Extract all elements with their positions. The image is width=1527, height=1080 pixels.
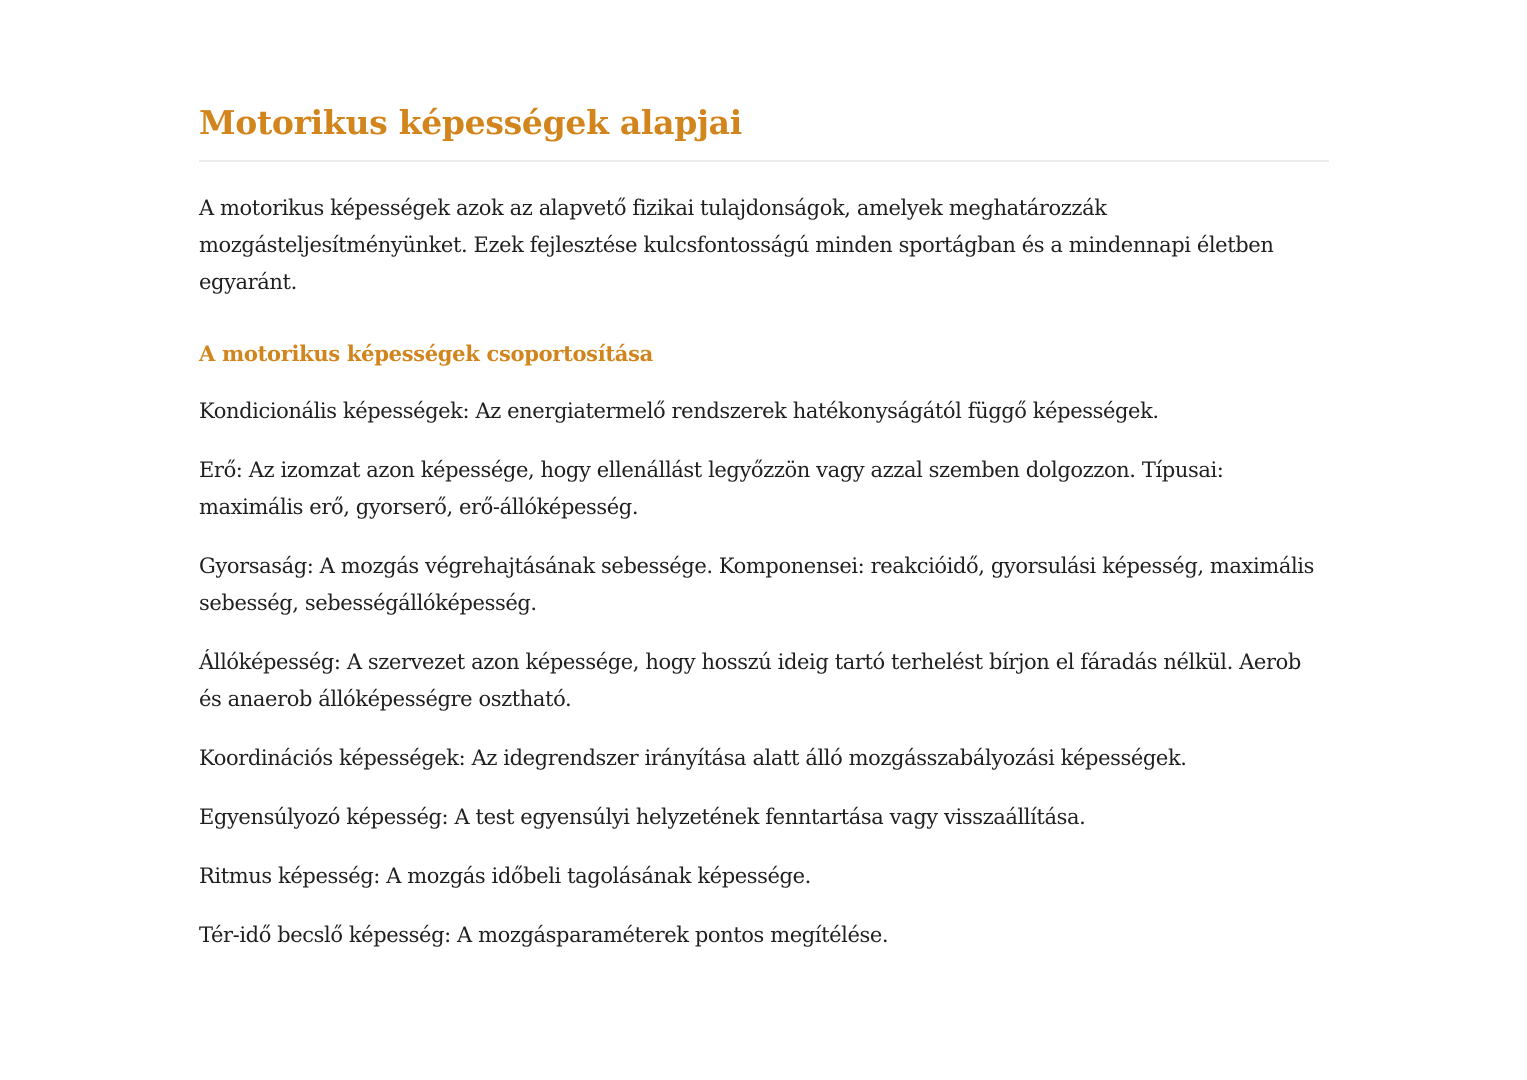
paragraph-egyensulyozo: Egyensúlyozó képesség: A test egyensúlyi helyzetének fenntartása vagy visszaállítása. bbox=[199, 805, 1086, 829]
paragraph-gyorsasag: Gyorsaság: A mozgás végrehajtásának sebessége. Komponensei: reakcióidő, gyorsulási képesség, maximális sebesség, sebességállóképesség. bbox=[199, 554, 1314, 615]
section-heading: A motorikus képességek csoportosítása bbox=[199, 341, 653, 366]
title-divider bbox=[199, 160, 1329, 162]
paragraph-ritmus: Ritmus képesség: A mozgás időbeli tagolásának képessége. bbox=[199, 864, 811, 888]
intro-paragraph: A motorikus képességek azok az alapvető fizikai tulajdonságok, amelyek meghatározzák mozgásteljesítményünket. Ezek fejlesztése kulcsfontosságú minden sportágban és a mindennapi életben egyaránt. bbox=[199, 196, 1274, 294]
paragraph-allokepesseg: Állóképesség: A szervezet azon képessége, hogy hosszú ideig tartó terhelést bírjon el fáradás nélkül. Aerob és anaerob állóképességre osztható. bbox=[199, 650, 1301, 711]
paragraph-koordinacios: Koordinációs képességek: Az idegrendszer irányítása alatt álló mozgásszabályozási képességek. bbox=[199, 746, 1187, 770]
page-title: Motorikus képességek alapjai bbox=[199, 103, 742, 142]
paragraph-kondicionalis: Kondicionális képességek: Az energiatermelő rendszerek hatékonyságától függő képességek. bbox=[199, 399, 1159, 423]
paragraph-ter-ido: Tér-idő becslő képesség: A mozgásparaméterek pontos megítélése. bbox=[199, 923, 889, 947]
article bbox=[199, 100, 1329, 954]
paragraph-ero: Erő: Az izomzat azon képessége, hogy ellenállást legyőzzön vagy azzal szemben dolgozzon. Típusai: maximális erő, gyorserő, erő-állóképesség. bbox=[199, 458, 1224, 519]
